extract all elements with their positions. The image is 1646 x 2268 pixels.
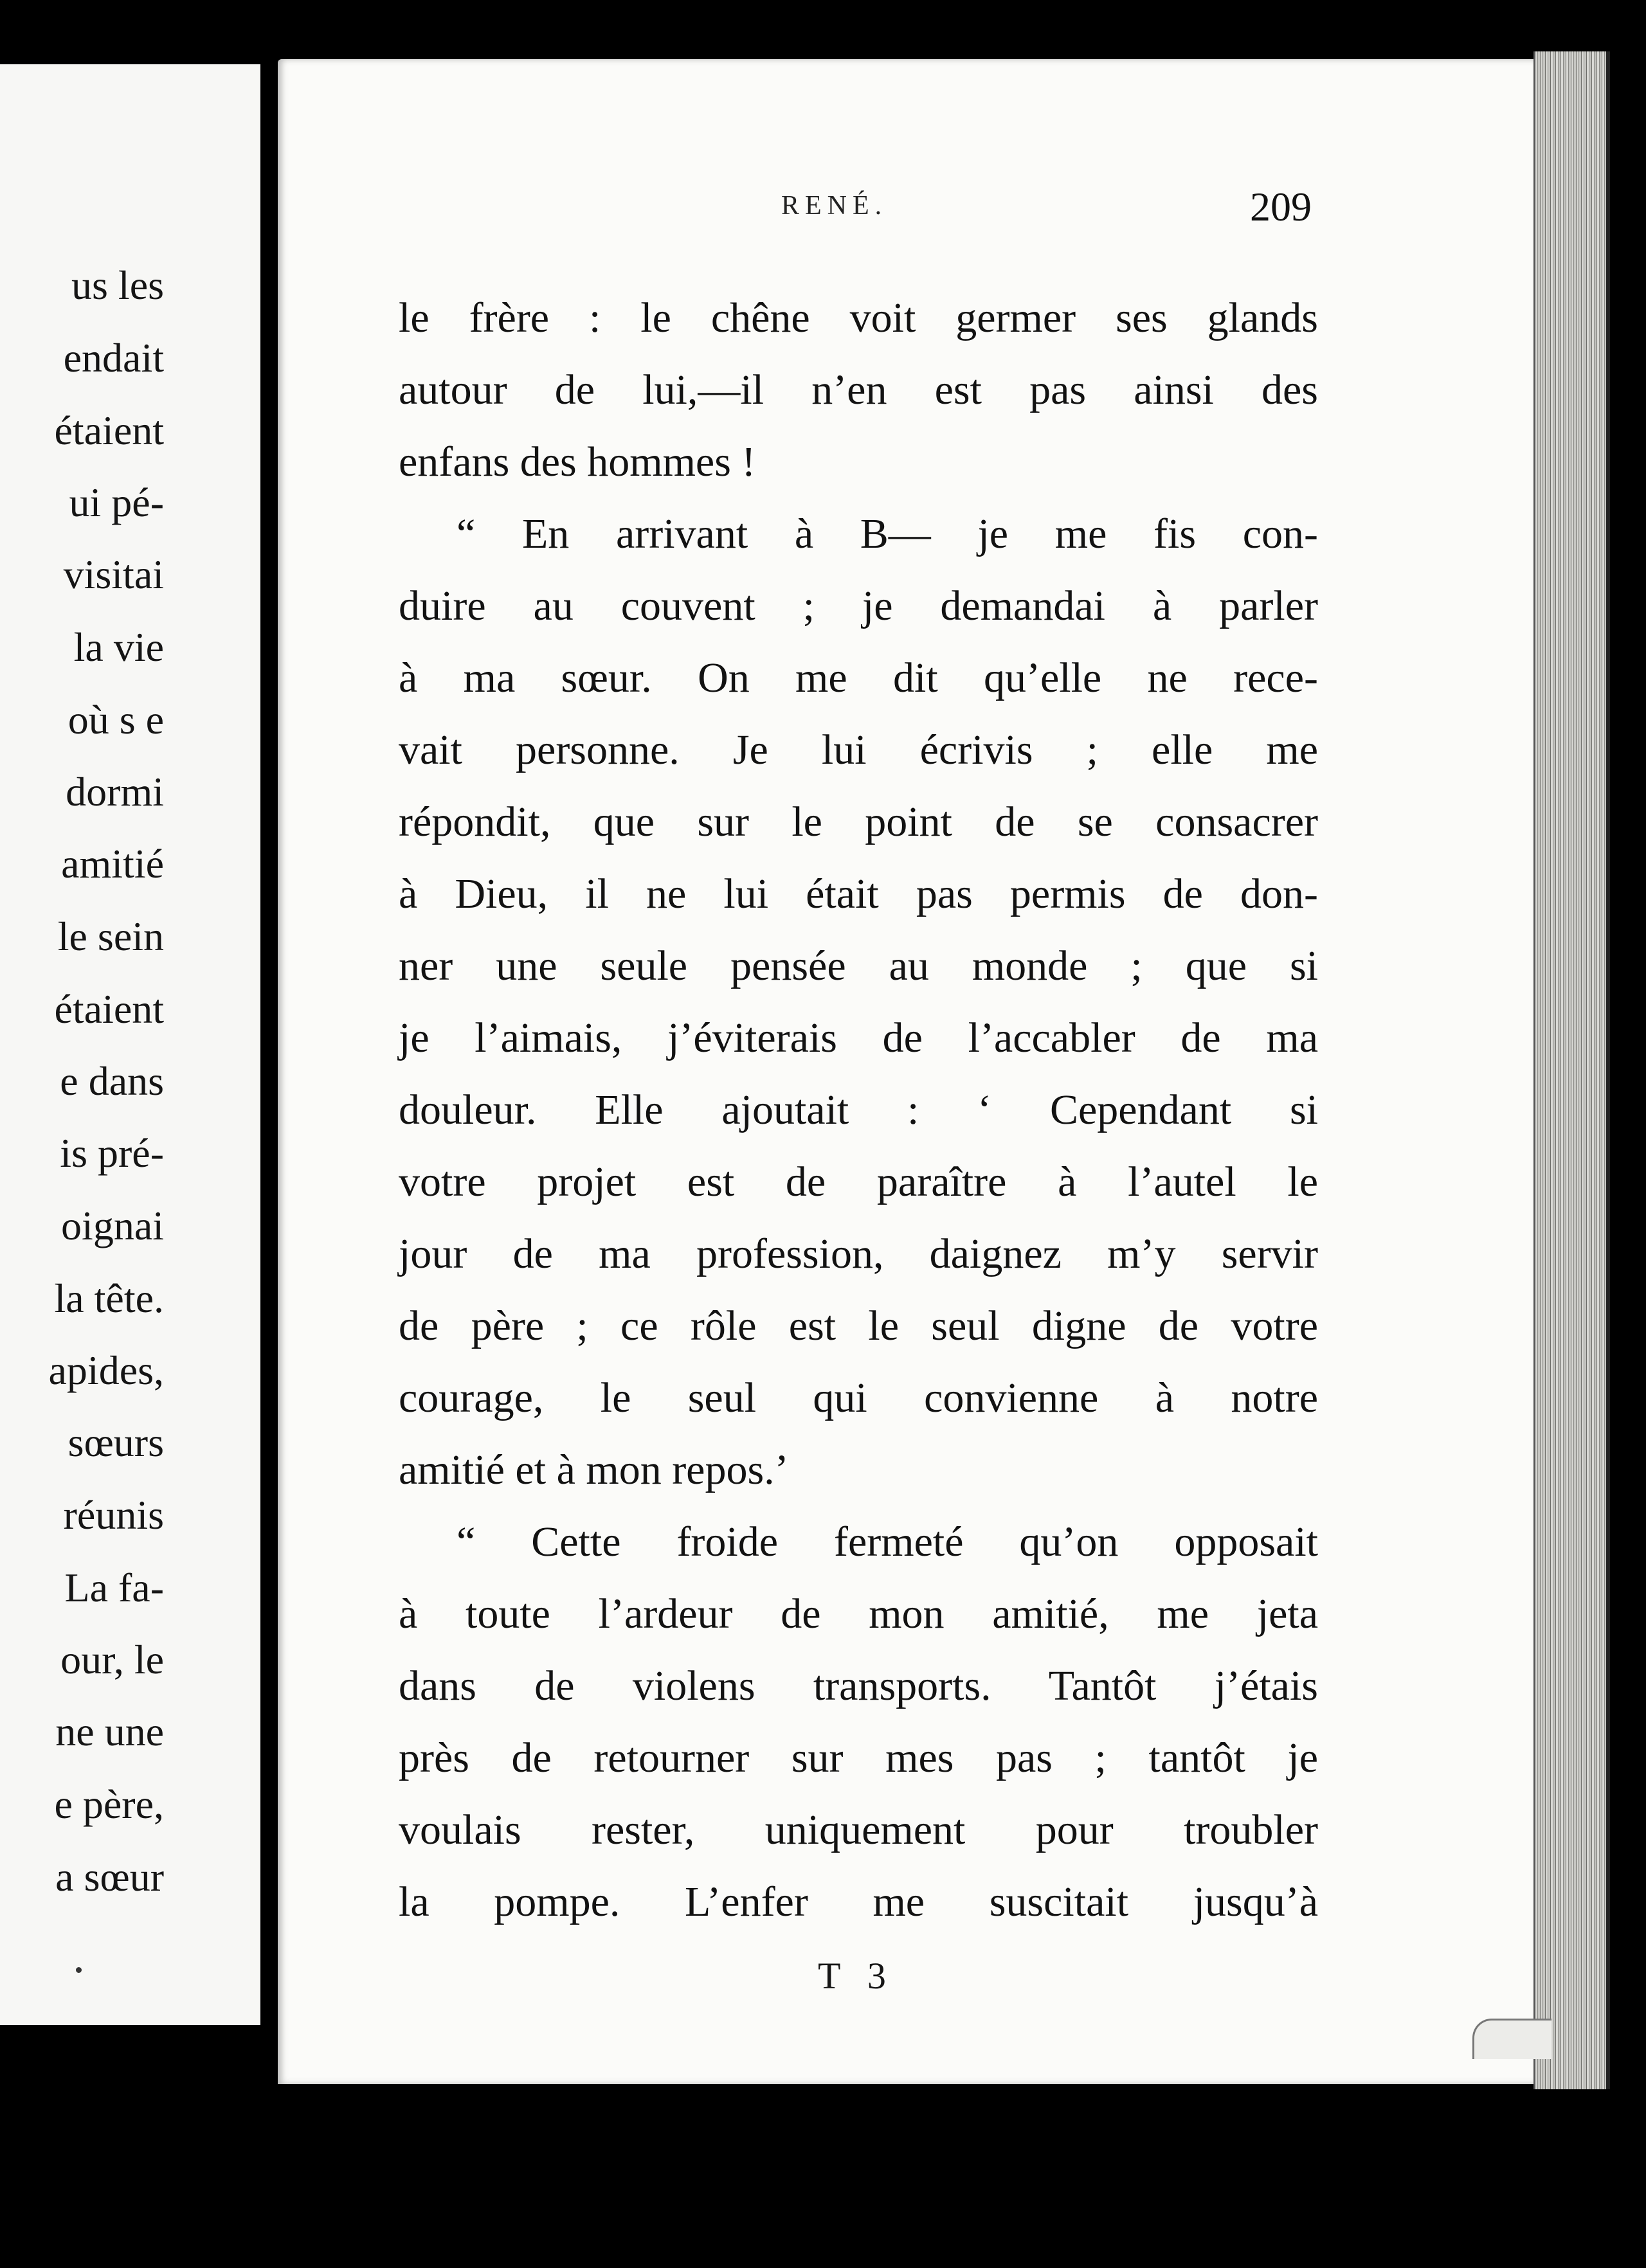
facing-page-line: visitai: [63, 552, 164, 597]
facing-page-line: amitié: [61, 841, 164, 887]
facing-page-line: la tête.: [54, 1275, 164, 1321]
text-line: dans de violens transports. Tantôt j’étais: [399, 1662, 1318, 1709]
facing-page-line: e dans: [60, 1058, 164, 1104]
text-line: “ En arrivant à B— je me fis con-: [457, 510, 1318, 557]
facing-page-line: le sein: [57, 914, 164, 959]
ink-dot: [76, 1967, 82, 1973]
facing-page-line: ui pé-: [69, 480, 164, 525]
text-line: douleur. Elle ajoutait : ‘ Cependant si: [399, 1086, 1318, 1133]
facing-page-line: ne une: [55, 1709, 164, 1754]
facing-page-line: apides,: [48, 1347, 164, 1393]
text-line: à Dieu, il ne lui était pas permis de don-: [399, 870, 1318, 917]
page-number: 209: [1250, 184, 1312, 230]
text-line: amitié et à mon repos.’: [399, 1446, 789, 1493]
facing-page-line: la vie: [73, 624, 164, 670]
book-gutter: [260, 58, 280, 2109]
running-head: RENÉ.: [781, 191, 888, 221]
facing-page-line: étaient: [54, 408, 164, 453]
facing-page-line: a sœur: [55, 1854, 164, 1900]
text-line: la pompe. L’enfer me suscitait jusqu’à: [399, 1878, 1318, 1925]
text-line: jour de ma profession, daignez m’y servir: [399, 1230, 1318, 1277]
page-edge: [1533, 51, 1610, 2089]
facing-page-line: La fa-: [64, 1565, 164, 1610]
page-corner: [1472, 2019, 1551, 2059]
text-line: près de retourner sur mes pas ; tantôt je: [399, 1734, 1318, 1781]
text-line: courage, le seul qui convienne à notre: [399, 1374, 1318, 1421]
text-line: vait personne. Je lui écrivis ; elle me: [399, 726, 1318, 773]
facing-page-line: e père,: [54, 1781, 164, 1827]
text-line: je l’aimais, j’éviterais de l’accabler de ma: [399, 1014, 1318, 1061]
facing-page-line: us les: [71, 262, 164, 308]
text-line: votre projet est de paraître à l’autel le: [399, 1158, 1318, 1205]
text-line: de père ; ce rôle est le seul digne de votre: [399, 1302, 1318, 1349]
facing-page-line: dormi: [66, 769, 164, 815]
facing-page-line: endait: [63, 335, 164, 381]
text-line: le frère : le chêne voit germer ses glands: [399, 294, 1318, 341]
facing-page-line: our, le: [60, 1637, 164, 1682]
text-line: à toute l’ardeur de mon amitié, me jeta: [399, 1590, 1318, 1637]
facing-page: [0, 64, 260, 2025]
text-line: autour de lui,—il n’en est pas ainsi des: [399, 366, 1318, 413]
facing-page-line: oignai: [61, 1203, 164, 1248]
facing-page-line: étaient: [54, 986, 164, 1032]
text-line: “ Cette froide fermeté qu’on opposait: [457, 1518, 1318, 1565]
facing-page-line: is pré-: [60, 1130, 164, 1176]
facing-page-line: réunis: [63, 1492, 164, 1538]
text-line: répondit, que sur le point de se consacrer: [399, 798, 1318, 845]
text-line: voulais rester, uniquement pour troubler: [399, 1806, 1318, 1853]
facing-page-line: sœurs: [68, 1419, 164, 1465]
text-line: enfans des hommes !: [399, 438, 756, 485]
text-line: duire au couvent ; je demandai à parler: [399, 582, 1318, 629]
text-line: ner une seule pensée au monde ; que si: [399, 942, 1318, 989]
signature-mark: T 3: [818, 1955, 895, 1997]
facing-page-line: où s e: [68, 697, 164, 742]
text-line: à ma sœur. On me dit qu’elle ne rece-: [399, 654, 1318, 701]
